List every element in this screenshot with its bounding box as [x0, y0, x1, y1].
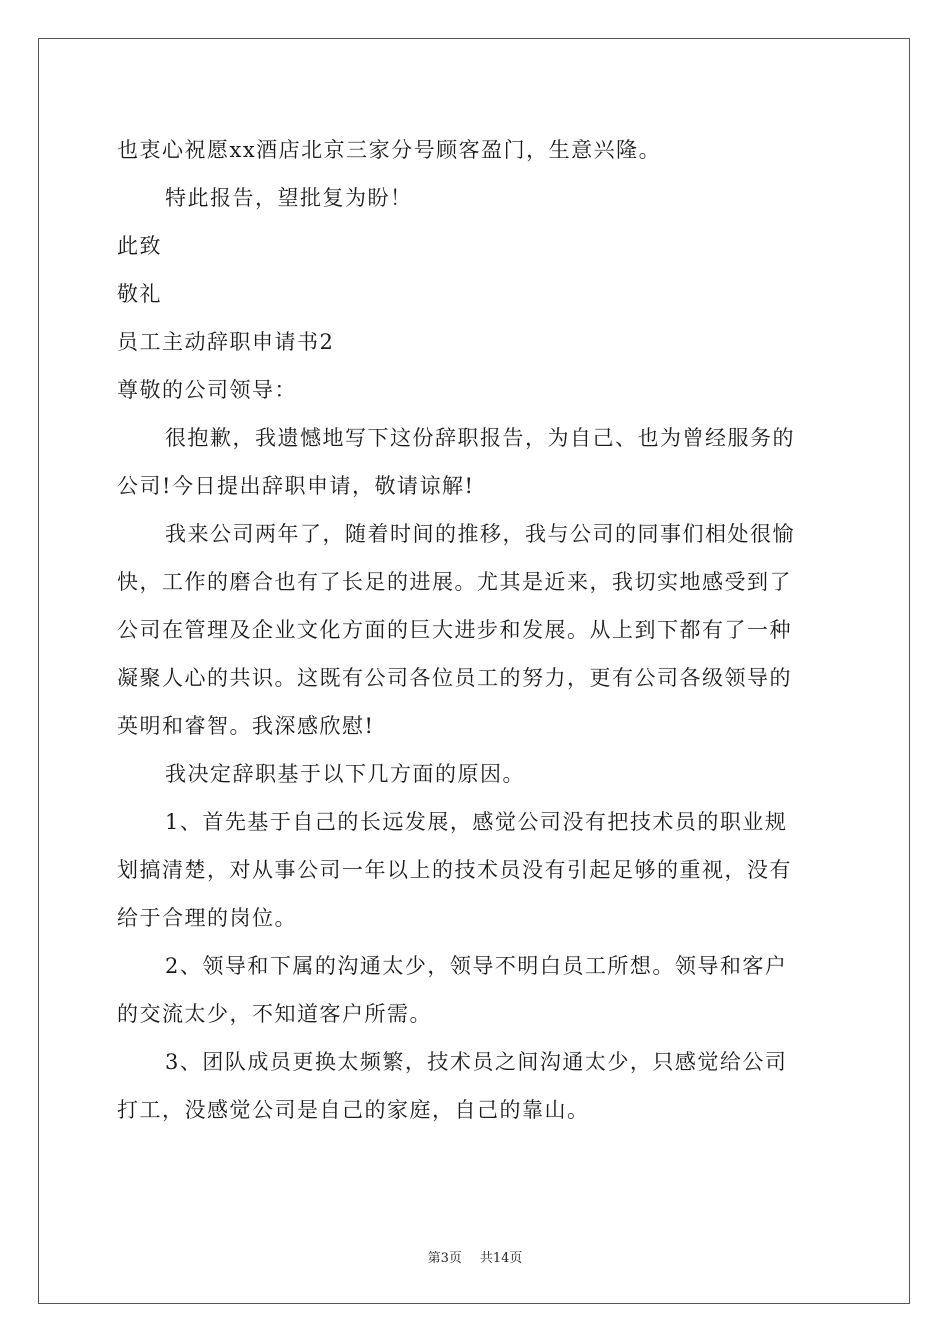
- text-line: 公司!今日提出辞职申请，敬请谅解!: [117, 474, 475, 498]
- text-line: 此致: [117, 234, 162, 258]
- text-line: 英明和睿智。我深感欣慰!: [117, 714, 375, 738]
- text-line: 凝聚人心的共识。这既有公司各位员工的努力，更有公司各级领导的: [117, 666, 792, 690]
- text-line: 3、团队成员更换太频繁，技术员之间沟通太少，只感觉给公司: [165, 1050, 788, 1074]
- text-line: 划搞清楚，对从事公司一年以上的技术员没有引起足够的重视，没有: [117, 858, 792, 882]
- text-line: 我来公司两年了，随着时间的推移，我与公司的同事们相处很愉: [165, 522, 795, 546]
- text-line: 1、首先基于自己的长远发展，感觉公司没有把技术员的职业规: [165, 810, 788, 834]
- text-line: 也衷心祝愿xx酒店北京三家分号顾客盈门，生意兴隆。: [117, 138, 662, 162]
- document-body: [117, 126, 837, 1134]
- text-line: 公司在管理及企业文化方面的巨大进步和发展。从上到下都有了一种: [117, 618, 792, 642]
- text-line: 敬礼: [117, 282, 162, 306]
- page-footer: [0, 1247, 950, 1266]
- text-line: 很抱歉，我遗憾地写下这份辞职报告，为自己、也为曾经服务的: [165, 426, 795, 450]
- text-line: 给于合理的岗位。: [117, 906, 297, 930]
- salutation: 尊敬的公司领导：: [117, 378, 297, 402]
- text-line: 我决定辞职基于以下几方面的原因。: [165, 762, 525, 786]
- page-number: 第3页: [427, 1251, 462, 1266]
- text-line: 快，工作的磨合也有了长足的进展。尤其是近来，我切实地感受到了: [117, 570, 792, 594]
- section-title: 员工主动辞职申请书2: [117, 330, 335, 354]
- text-line: 2、领导和下属的沟通太少，领导不明白员工所想。领导和客户: [165, 954, 788, 978]
- page-total: 共14页: [479, 1251, 523, 1266]
- text-line: 打工，没感觉公司是自己的家庭，自己的靠山。: [117, 1098, 590, 1122]
- text-line: 的交流太少，不知道客户所需。: [117, 1002, 432, 1026]
- text-line: 特此报告，望批复为盼！: [165, 186, 413, 210]
